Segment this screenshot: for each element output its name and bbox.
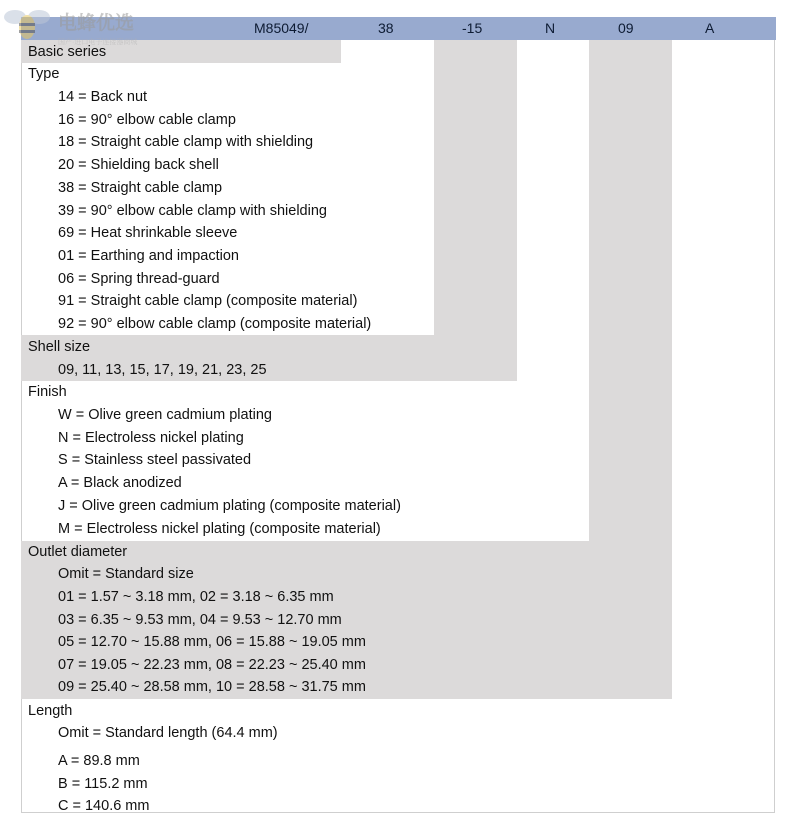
shell-size-label: Shell size bbox=[28, 339, 91, 355]
outlet-diameter-item: 09 = 25.40 ~ 28.58 mm, 10 = 28.58 ~ 31.75 mm bbox=[58, 679, 366, 695]
outlet-diameter-item: Omit = Standard size bbox=[58, 566, 194, 582]
finish-item: J = Olive green cadmium plating (composite material) bbox=[58, 498, 401, 514]
type-item: 92 = 90° elbow cable clamp (composite material) bbox=[58, 316, 372, 332]
finish-item: N = Electroless nickel plating bbox=[58, 430, 244, 446]
outlet-diameter-item: 03 = 6.35 ~ 9.53 mm, 04 = 9.53 ~ 12.70 mm bbox=[58, 612, 342, 628]
header-shell: -15 bbox=[462, 20, 483, 36]
length-item: Omit = Standard length (64.4 mm) bbox=[58, 725, 278, 741]
length-item: C = 140.6 mm bbox=[58, 798, 150, 814]
header-prefix: M85049/ bbox=[254, 20, 309, 36]
finish-item: A = Black anodized bbox=[58, 475, 182, 491]
type-item: 20 = Shielding back shell bbox=[58, 157, 219, 173]
length-label: Length bbox=[28, 703, 73, 719]
type-item: 38 = Straight cable clamp bbox=[58, 180, 223, 196]
finish-label: Finish bbox=[28, 384, 67, 400]
shell-size-item: 09, 11, 13, 15, 17, 19, 21, 23, 25 bbox=[58, 362, 267, 378]
type-item: 91 = Straight cable clamp (composite material) bbox=[58, 293, 358, 309]
header-length: A bbox=[705, 20, 715, 36]
type-item: 01 = Earthing and impaction bbox=[58, 248, 239, 264]
header-type: 38 bbox=[378, 20, 394, 36]
outlet-column-shade bbox=[589, 40, 672, 541]
watermark-logo bbox=[2, 6, 152, 46]
watermark-subtitle: 国产·进口电子连接器商城 bbox=[58, 39, 138, 46]
type-item: 69 = Heat shrinkable sleeve bbox=[58, 225, 238, 241]
outlet-diameter-label: Outlet diameter bbox=[28, 544, 128, 560]
finish-item: S = Stainless steel passivated bbox=[58, 452, 252, 468]
type-item: 18 = Straight cable clamp with shielding bbox=[58, 134, 314, 150]
type-item: 39 = 90° elbow cable clamp with shielding bbox=[58, 203, 327, 219]
outlet-diameter-item: 05 = 12.70 ~ 15.88 mm, 06 = 15.88 ~ 19.05 mm bbox=[58, 634, 366, 650]
finish-item: W = Olive green cadmium plating bbox=[58, 407, 272, 423]
length-item: B = 115.2 mm bbox=[58, 776, 148, 792]
type-column-shade bbox=[434, 40, 517, 335]
header-finish: N bbox=[545, 20, 556, 36]
basic-series-label: Basic series bbox=[28, 44, 107, 60]
bee-icon bbox=[2, 6, 52, 42]
length-item: A = 89.8 mm bbox=[58, 753, 140, 769]
watermark-title: 电蜂优选 bbox=[58, 13, 135, 34]
finish-item: M = Electroless nickel plating (composite material) bbox=[58, 521, 381, 537]
outlet-diameter-item: 07 = 19.05 ~ 22.23 mm, 08 = 22.23 ~ 25.40 mm bbox=[58, 657, 366, 673]
header-outlet: 09 bbox=[618, 20, 634, 36]
type-item: 14 = Back nut bbox=[58, 89, 148, 105]
type-item: 16 = 90° elbow cable clamp bbox=[58, 112, 236, 128]
type-item: 06 = Spring thread-guard bbox=[58, 271, 220, 287]
type-label: Type bbox=[28, 66, 60, 82]
outlet-diameter-item: 01 = 1.57 ~ 3.18 mm, 02 = 3.18 ~ 6.35 mm bbox=[58, 589, 334, 605]
